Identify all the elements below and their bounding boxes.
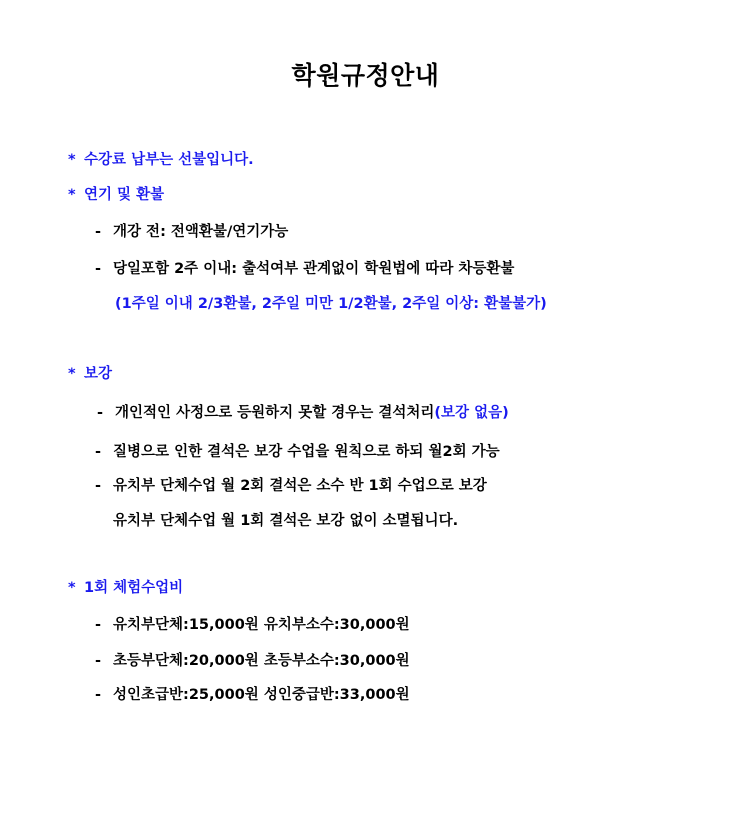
makeup-heading: 보강 xyxy=(84,366,113,382)
refund-item-text: 개강 전: 전액환불/연기가능 xyxy=(113,224,289,240)
makeup-item-3 xyxy=(95,474,487,495)
makeup-item-2 xyxy=(95,440,500,461)
trial-item-text: 성인초급반:25,000원 성인중급반:33,000원 xyxy=(113,687,410,703)
bullet-star: * xyxy=(68,152,76,168)
trial-item-text: 유치부단체:15,000원 유치부소수:30,000원 xyxy=(113,617,410,633)
payment-text: 수강료 납부는 선불입니다. xyxy=(84,152,254,168)
refund-note: (1주일 이내 2/3환불, 2주일 미만 1/2환불, 2주일 이상: 환불불가) xyxy=(115,296,547,312)
dash-bullet: - xyxy=(95,224,102,240)
payment-line xyxy=(68,148,254,169)
makeup-item-text: 질병으로 인한 결석은 보강 수업을 원칙으로 하되 월2회 가능 xyxy=(113,444,500,460)
bullet-star: * xyxy=(68,187,76,203)
page-title: 학원규정안내 xyxy=(291,61,440,90)
makeup-continuation: 유치부 단체수업 월 1회 결석은 보강 없이 소멸됩니다. xyxy=(113,513,459,529)
makeup-highlight: (보강 없음) xyxy=(434,405,509,421)
refund-heading: 연기 및 환불 xyxy=(84,187,165,203)
trial-item-2 xyxy=(95,649,410,670)
dash-bullet: - xyxy=(97,405,104,421)
refund-item-1 xyxy=(95,220,288,241)
refund-item-text: 당일포함 2주 이내: 출석여부 관계없이 학원법에 따라 차등환불 xyxy=(113,261,515,277)
trial-heading-line xyxy=(68,576,183,597)
refund-item-2 xyxy=(95,257,514,278)
trial-item-3 xyxy=(95,683,410,704)
makeup-item-text: 개인적인 사정으로 등원하지 못할 경우는 결석처리 xyxy=(115,405,435,421)
dash-bullet: - xyxy=(95,261,102,277)
dash-bullet: - xyxy=(95,687,102,703)
trial-heading: 1회 체험수업비 xyxy=(84,580,184,596)
dash-bullet: - xyxy=(95,653,102,669)
trial-item-text: 초등부단체:20,000원 초등부소수:30,000원 xyxy=(113,653,410,669)
bullet-star: * xyxy=(68,580,76,596)
trial-item-1 xyxy=(95,613,410,634)
makeup-heading-line xyxy=(68,362,112,383)
makeup-item-1 xyxy=(97,401,509,422)
dash-bullet: - xyxy=(95,478,102,494)
bullet-star: * xyxy=(68,366,76,382)
refund-heading-line xyxy=(68,183,164,204)
makeup-item-text: 유치부 단체수업 월 2회 결석은 소수 반 1회 수업으로 보강 xyxy=(113,478,487,494)
dash-bullet: - xyxy=(95,617,102,633)
dash-bullet: - xyxy=(95,444,102,460)
